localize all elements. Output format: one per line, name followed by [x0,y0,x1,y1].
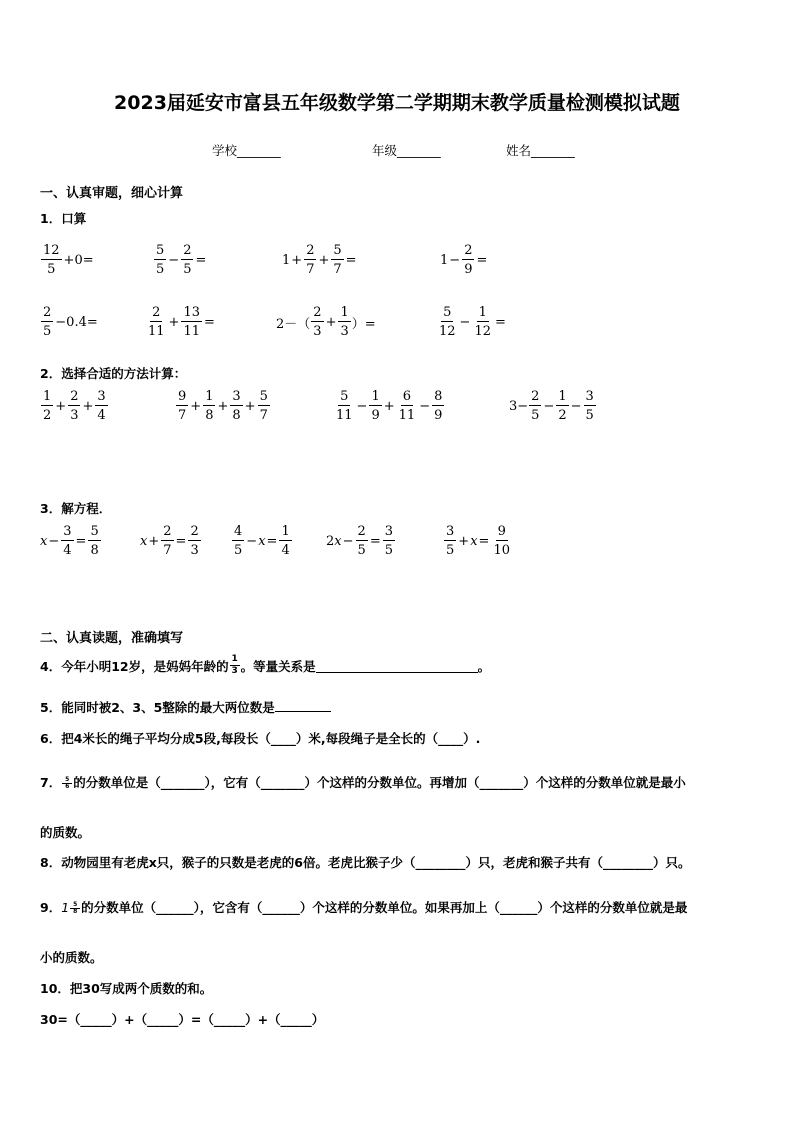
fraction [383,525,395,557]
q1-label: 1．口算 [40,211,87,226]
numerator: 3 [97,389,106,404]
fraction [95,390,107,422]
school-field[interactable] [212,141,281,159]
fraction [356,525,368,557]
denominator: 5 [585,408,594,423]
numerator: 1 [558,389,567,404]
numerator: 2 [464,243,473,258]
operator: − [419,398,431,414]
fraction [176,390,188,422]
denominator: 8 [232,408,241,423]
numerator: 5 [70,902,80,909]
fraction [146,306,167,338]
denominator: 11 [148,324,165,339]
numerator: 3 [384,524,393,539]
fraction [529,390,541,422]
operator: − [246,533,258,549]
denominator: 5 [234,543,243,558]
fraction [41,306,53,338]
denominator: 9 [434,408,443,423]
numerator: 5 [90,524,99,539]
fraction [232,525,244,557]
numerator: 2 [163,524,172,539]
numerator: 6 [402,389,412,404]
numerator: 1 [478,305,487,320]
q1-expr-1 [40,244,95,276]
question-5: 5．能同时被2、3、5整除的最大两位数是 [40,698,331,716]
name-blank: _______ [531,143,575,158]
operator: − [459,314,471,330]
fraction [70,902,80,915]
q3-label: 3．解方程． [40,501,112,516]
denominator: 2 [43,408,52,423]
denominator: 5 [156,262,165,277]
q3-eq-4: 2 x − $\frac{2}{5}$ = $\frac{3}{5}$ [326,524,393,558]
operator: + [325,314,337,330]
denominator: 3 [313,324,322,339]
section-1-title: 一、认真审题，细心计算 [40,186,184,201]
operator: = [476,252,488,268]
fraction [369,390,381,422]
numerator: 2 [43,305,52,320]
operator: = [478,533,490,549]
denominator: 8 [73,907,78,915]
numerator: 1 [340,305,349,320]
denominator: 7 [306,262,315,277]
section-2-title: 二、认真读题，准确填写 [40,631,184,646]
fraction [432,390,444,422]
operator: = [345,252,357,268]
denominator: 5 [47,262,56,277]
denominator: 4 [97,408,106,423]
q1-expr-7: 2－（ $\frac{2}{3}$ + $\frac{1}{3}$ ）= [276,305,376,339]
operator: = [75,533,87,549]
numerator: 1 [281,524,290,539]
q1-expr-2 [153,244,207,276]
operator: − [342,533,354,549]
q3-eq-3: $\frac{4}{5}$ − x = $\frac{1}{4}$ [234,524,290,558]
fraction [311,306,323,338]
page-title: 2023届延安市富县五年级数学第二学期期末教学质量检测模拟试题 [114,92,680,114]
denominator: 8 [205,408,214,423]
operator: = [175,533,187,549]
q1-expr-6 [145,306,216,338]
denominator: 12 [474,324,491,339]
question-7: 7． $\frac{5}{6}$ 的分数单位是（_______），它有（_______）个这样的分数单位。再增加（_______）个这样的分数单位就是最小 [40,775,686,790]
question-6: 6．把4米长的绳子平均分成5段,每段长（____）米,每段绳子是全长的（____）. [40,731,481,746]
numerator: 13 [183,305,200,320]
fraction [61,525,73,557]
question-9-line2: 小的质数。 [40,950,103,965]
denominator: 7 [259,408,268,423]
fraction [41,244,62,276]
denominator: 5 [531,408,540,423]
operator: = [195,252,207,268]
denominator: 12 [439,324,456,339]
answer-blank[interactable] [275,698,331,712]
operator: + [168,314,180,330]
numerator: 2 [70,389,79,404]
denominator: 7 [333,262,342,277]
fraction [203,390,215,422]
question-7-line2: 的质数。 [40,825,91,840]
fraction [230,390,242,422]
numerator: 5 [333,243,342,258]
numerator: 1 [43,389,52,404]
q2-expr-2 [175,390,271,422]
operator: + [217,398,229,414]
numerator: 5 [62,777,72,784]
operator: − [449,252,461,268]
q3-eq-1: x − $\frac{3}{4}$ = $\frac{5}{8}$ [40,524,99,558]
denominator: 5 [384,543,393,558]
denominator: 11 [336,408,353,423]
fraction [181,244,193,276]
denominator: 10 [493,543,510,558]
fraction [397,390,418,422]
numerator: 2 [183,243,192,258]
numerator: 5 [259,389,268,404]
operator: + [291,252,303,268]
denominator: 5 [183,262,192,277]
numerator: 2 [313,305,322,320]
denominator: 5 [446,543,455,558]
denominator: 5 [43,324,52,339]
denominator: 7 [178,408,187,423]
numerator: 2 [152,305,161,320]
operator: + [148,533,160,549]
fraction [437,306,458,338]
numerator: 3 [232,389,241,404]
denominator: 9 [464,262,473,277]
numerator: 5 [156,243,165,258]
numerator: 5 [443,305,452,320]
grade-field[interactable] [372,141,441,159]
fraction [88,525,100,557]
denominator: 11 [398,408,416,423]
numerator: 3 [585,389,594,404]
numerator: 9 [497,524,506,539]
denominator: 8 [90,543,99,558]
fraction [230,655,240,676]
fraction [338,306,350,338]
denominator: 3 [70,408,79,423]
question-8: 8．动物园里有老虎x只，猴子的只数是老虎的6倍。老虎比猴子少（________）只，老虎和猴子共有（________）只。 [40,855,691,870]
numerator: 1 [371,389,380,404]
denominator: 6 [65,782,70,790]
operator: = [495,314,506,330]
fraction [161,525,173,557]
numerator: 4 [234,524,243,539]
numerator: 2 [531,389,540,404]
fraction [181,306,202,338]
name-field[interactable] [506,141,575,159]
operator: −0.4= [55,314,98,330]
grade-label: 年级 [372,143,398,158]
question-10: 10．把30写成两个质数的和。 [40,981,213,996]
fraction [462,244,474,276]
fraction [491,525,512,557]
denominator: 2 [558,408,567,423]
numerator: 8 [434,389,443,404]
fraction [472,306,493,338]
operator: + [383,398,395,414]
q3-eq-2: x + $\frac{2}{7}$ = $\frac{2}{3}$ [140,524,199,558]
numerator: 2 [357,524,366,539]
school-label: 学校 [212,143,238,158]
grade-blank: _______ [397,143,441,158]
fraction [304,244,316,276]
numerator: 12 [43,243,60,258]
fraction [584,390,596,422]
operator: − [48,533,60,549]
numerator: 9 [178,389,187,404]
denominator: 4 [281,543,290,558]
q2-label: 2．选择合适的方法计算： [40,366,187,381]
name-label: 姓名 [506,143,532,158]
operator: + [244,398,256,414]
q2-expr-1 [40,390,109,422]
denominator: 5 [357,543,366,558]
question-9: 9． 1 $\frac{5}{8}$ 的分数单位（______），它含有（______）个这样的分数单位。如果再加上（______）个这样的分数单位就是最 [40,899,688,915]
denominator: 4 [63,543,72,558]
operator: + [190,398,202,414]
denominator: 3 [340,324,349,339]
numerator: 1 [231,654,238,664]
answer-blank[interactable] [316,659,478,673]
question-4: 4．今年小明12岁，是妈妈年龄的 $\frac{1}{3}$ 。等量关系是 。 [40,654,491,676]
operator: = [369,533,381,549]
numerator: 3 [446,524,455,539]
school-blank: _______ [237,143,281,158]
operator: + [318,252,330,268]
question-10-line2: 30=（_____）+（_____）=（_____）+（_____） [40,1012,325,1027]
fraction [41,390,53,422]
numerator: 2 [306,243,315,258]
denominator: 3 [231,666,238,676]
denominator: 11 [183,324,200,339]
fraction [331,244,343,276]
fraction [188,525,200,557]
fraction [444,525,456,557]
fraction [154,244,166,276]
operator: − [356,398,368,414]
operator: = [204,314,215,330]
numerator: 5 [340,389,349,404]
q3-eq-5: $\frac{3}{5}$ + x = $\frac{9}{10}$ [446,524,510,558]
fraction [556,390,568,422]
numerator: 2 [190,524,199,539]
numerator: 1 [205,389,214,404]
q1-expr-5 [40,306,99,338]
numerator: 3 [63,524,72,539]
q1-expr-8 [436,306,507,338]
denominator: 9 [371,408,380,423]
q2-expr-3 [333,390,445,422]
fraction [62,777,72,790]
operator: − [543,398,555,414]
fraction [334,390,355,422]
fraction [279,525,291,557]
operator: + [458,533,470,549]
operator: + [55,398,67,414]
fraction [68,390,80,422]
q2-expr-4: 3− $\frac{2}{5}$ − $\frac{1}{2}$ − $\frac{3}{5}$ [509,389,594,423]
q1-expr-3: 1 + $\frac{2}{7}$ + $\frac{5}{7}$ = [282,243,357,277]
q1-expr-4: 1 − $\frac{2}{9}$ = [440,243,488,277]
operator: +0= [63,252,94,268]
denominator: 7 [163,543,172,558]
denominator: 3 [190,543,199,558]
operator: − [570,398,582,414]
fraction [258,390,270,422]
operator: = [266,533,278,549]
operator: − [168,252,180,268]
operator: + [82,398,94,414]
